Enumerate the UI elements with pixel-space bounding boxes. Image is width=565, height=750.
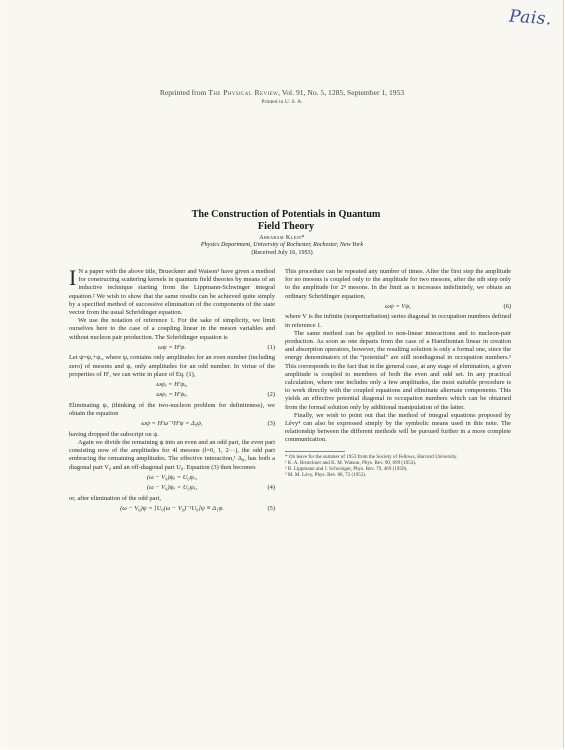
equation-3: ωψ = H′ω⁻¹H′ψ = Δ₀ψ, (3) [141, 420, 275, 428]
left-paragraph-2: We use the notation of reference 1. For the sake of simplicity, we limit ourselves here to the case of a coupling linear in the meson variables and without nucleon pair production. The Schrödinger equation is [69, 317, 275, 341]
drop-cap: I [69, 265, 77, 290]
equation-number: (5) [267, 505, 275, 513]
equation-number: (3) [267, 420, 275, 428]
right-paragraph-4: Finally, we wish to point out that the method of integral equations proposed by Lévy⁴ can also be expressed simply by the symbolic means used in this note. The relationship between the different methods will be pursued further in a more complete communication. [285, 411, 511, 444]
equation-4a: (ω − V₀)ψₑ = U₀ψₒ, [146, 473, 198, 481]
paper-page [1, 0, 564, 748]
footnote: ³ M. M. Lévy, Phys. Rev. 88, 72 (1952). [285, 472, 367, 479]
right-paragraph-2: where V is the infinite (nonperturbation) series diagonal in occupation numbers defined in reference 1. [285, 313, 511, 329]
left-paragraph-5: having dropped the subscript on ψ. [69, 430, 159, 438]
equation-number: (2) [267, 391, 275, 399]
right-paragraph-3: The same method can be applied to non-linear interactions and to nucleon-pair production. As soon as one departs from the case of a Hamiltonian linear in creation and absorption operators, however, the resulting solution is only a formal one, since the energy denominators of the “potential” are still nondiagonal in occupation numbers.³ This corresponds to the fact that in the general case, at any stage of elimination, a given amplitude is coupled to members of both the even and odd set. In any practical calculation, where one includes only a few amplitudes, the most suitable procedure is to work directly with the coupled equations and eliminate alternate components. This yields an effective potential diagonal in occupation numbers which can be obtained from the formal solution only by additional manipulation of the latter. [285, 329, 511, 411]
equation-1: ωψ = H′ψ. (1) [158, 343, 275, 351]
footnote: ¹ K. A. Brueckner and K. M. Watson, Phys. Rev. 90, 699 (1953). [285, 459, 417, 466]
footnote: ² B. Lippmann and J. Schwinger, Phys. Rev. 79, 469 (1950). [285, 465, 408, 472]
equation-4b: (ω − V₀)ψₒ = U₀ψₑ, (4) [146, 484, 275, 492]
title-line-2: Field Theory [257, 220, 315, 232]
received-date: (Received July 16, 1953) [251, 250, 313, 256]
equation-number: (1) [267, 343, 275, 351]
author: Abraham Klein* [259, 234, 305, 241]
paper-title [121, 209, 451, 232]
printed-in: Printed in U. S. A. [261, 99, 303, 105]
reprint-details: , Vol. 91, No. 5, 1285, September 1, 1953 [278, 88, 405, 97]
right-paragraph-1: This procedure can be repeated any number of times. After the first step the amplitude for no mesons is coupled only to the amplitude for two mesons, after the nth step only to the amplitude for 2ⁿ mesons. In the limit as n increases indefinitely, we obtain an ordinary Schrödinger equation, [285, 268, 511, 300]
reprint-prefix: Reprinted from [159, 88, 207, 97]
affiliation: Physics Department, University of Rochester, Rochester, New York [200, 242, 364, 248]
journal-name: The Physical Review [208, 88, 279, 97]
footnote-rule [285, 451, 345, 452]
right-column [285, 268, 511, 478]
left-column [69, 265, 275, 516]
equation-number: (6) [503, 302, 511, 310]
left-paragraph-3: Let ψ=ψₑ+ψₒ, where ψₑ contains only amplitudes for an even number (including zero) of mesons and ψₒ only amplitudes for an odd number. In virtue of the properties of H′, we can write in place of Eq. (1), [69, 354, 275, 378]
equation-2a: ωψₑ = H′ψₒ, [156, 380, 188, 388]
title-line-1: The Construction of Potentials in Quantum [191, 209, 381, 220]
left-paragraph-4: Eliminating ψₒ (thinking of the two-nucleon problem for definiteness), we obtain the equation [69, 401, 275, 418]
reprint-line [1, 88, 563, 98]
left-paragraph-7: or, after elimination of the odd part, [69, 494, 161, 502]
equation-6: ωψ = Vψ, (6) [385, 302, 511, 310]
left-paragraph-1: I N a paper with the above title, Brueckner and Watson¹ have given a method for constructing scattering kernels in quantum field theories by means of an inductive technique starting from the Lippmann-Schwinger integral equation.² We wish to show that the same results can be achieved quite simply by a specified method of successive elimination of the components of the state vector from the usual Schrödinger equation. [69, 265, 275, 317]
left-paragraph-6: Again we divide the remaining ψ into an even and an odd part, the even part consisting now of the amplitudes for 4l mesons (l=0, 1, 2···), the odd part embracing the remaining amplitudes. The effective interaction,¹ Δ₀, has both a diagonal part V₀ and an off-diagonal part U₀. Equation (3) then becomes [69, 439, 275, 471]
footnote: * On leave for the summer of 1953 from the Society of Fellows, Harvard University. [285, 453, 458, 460]
equation-5: (ω − V₀)ψ = [U₀(ω − V₀)⁻¹U₀]ψ ≡ Δ₁ψ. (5) [120, 505, 275, 513]
footnotes [285, 451, 511, 479]
equation-2b: ωψₒ = H′ψₑ. (2) [156, 391, 275, 399]
equation-number: (4) [267, 484, 275, 492]
handwritten-note: Pais. [508, 6, 553, 30]
